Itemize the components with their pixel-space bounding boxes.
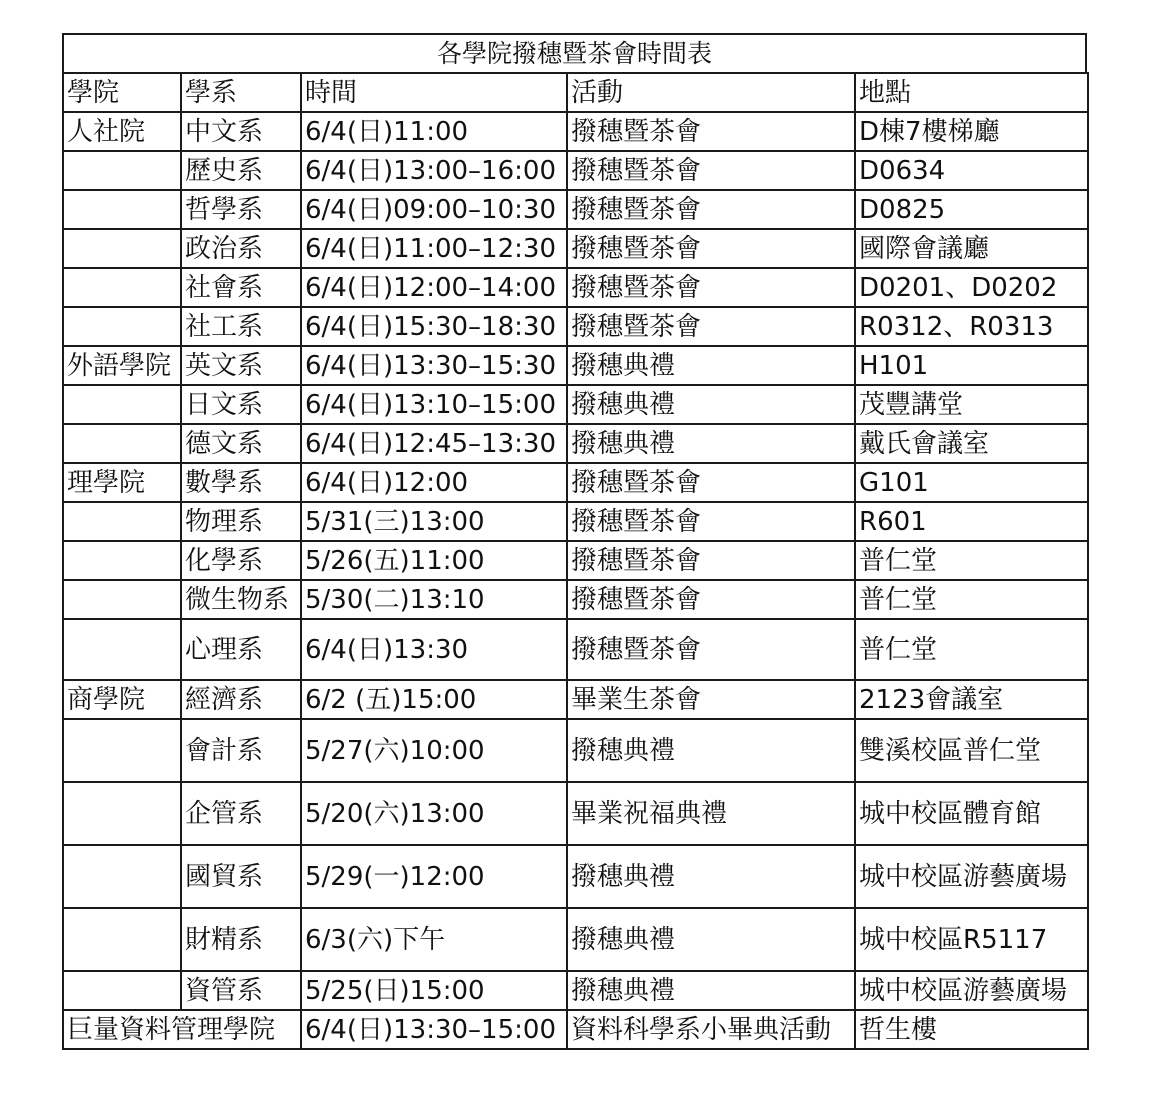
college-cell: 人社院 bbox=[62, 111, 182, 152]
time-cell: 6/4(日)11:00–12:30 bbox=[300, 228, 568, 269]
time-cell: 6/4(日)13:30 bbox=[300, 618, 568, 681]
department-cell: 社工系 bbox=[180, 306, 302, 347]
department-cell: 化學系 bbox=[180, 540, 302, 581]
department-cell: 企管系 bbox=[180, 781, 302, 846]
activity-cell: 撥穗典禮 bbox=[566, 423, 856, 464]
department-cell: 數學系 bbox=[180, 462, 302, 503]
department-cell: 國貿系 bbox=[180, 844, 302, 909]
time-cell: 5/20(六)13:00 bbox=[300, 781, 568, 846]
activity-cell: 撥穗典禮 bbox=[566, 907, 856, 972]
college-cell bbox=[62, 501, 182, 542]
time-cell: 6/4(日)12:00–14:00 bbox=[300, 267, 568, 308]
activity-cell: 撥穗典禮 bbox=[566, 384, 856, 425]
activity-cell: 撥穗典禮 bbox=[566, 970, 856, 1011]
time-cell: 6/3(六)下午 bbox=[300, 907, 568, 972]
time-cell: 6/4(日)09:00–10:30 bbox=[300, 189, 568, 230]
location-cell: 戴氏會議室 bbox=[854, 423, 1089, 464]
location-cell: 城中校區體育館 bbox=[854, 781, 1089, 846]
college-cell bbox=[62, 540, 182, 581]
location-cell: R601 bbox=[854, 501, 1089, 542]
college-cell bbox=[62, 384, 182, 425]
activity-cell: 畢業祝福典禮 bbox=[566, 781, 856, 846]
schedule-table bbox=[62, 33, 1087, 1056]
activity-cell: 撥穗典禮 bbox=[566, 844, 856, 909]
activity-cell: 撥穗暨茶會 bbox=[566, 501, 856, 542]
location-cell: 普仁堂 bbox=[854, 618, 1089, 681]
activity-cell: 撥穗暨茶會 bbox=[566, 111, 856, 152]
location-cell: R0312、R0313 bbox=[854, 306, 1089, 347]
activity-cell: 撥穗典禮 bbox=[566, 345, 856, 386]
time-cell: 6/4(日)13:30–15:30 bbox=[300, 345, 568, 386]
location-cell: 國際會議廳 bbox=[854, 228, 1089, 269]
college-cell bbox=[62, 267, 182, 308]
college-cell bbox=[62, 150, 182, 191]
activity-cell: 撥穗典禮 bbox=[566, 718, 856, 783]
activity-cell: 撥穗暨茶會 bbox=[566, 462, 856, 503]
time-cell: 6/2 (五)15:00 bbox=[300, 679, 568, 720]
location-cell: 城中校區游藝廣場 bbox=[854, 844, 1089, 909]
location-cell: 普仁堂 bbox=[854, 540, 1089, 581]
time-cell: 6/4(日)13:00–16:00 bbox=[300, 150, 568, 191]
time-cell: 5/26(五)11:00 bbox=[300, 540, 568, 581]
time-cell: 6/4(日)13:30–15:00 bbox=[300, 1009, 568, 1050]
college-cell bbox=[62, 306, 182, 347]
column-header: 活動 bbox=[566, 72, 856, 113]
activity-cell: 撥穗暨茶會 bbox=[566, 228, 856, 269]
activity-cell: 撥穗暨茶會 bbox=[566, 618, 856, 681]
department-cell: 會計系 bbox=[180, 718, 302, 783]
location-cell: 2123會議室 bbox=[854, 679, 1089, 720]
activity-cell: 撥穗暨茶會 bbox=[566, 150, 856, 191]
column-header: 學系 bbox=[180, 72, 302, 113]
location-cell: D0825 bbox=[854, 189, 1089, 230]
column-header: 地點 bbox=[854, 72, 1089, 113]
activity-cell: 資料科學系小畢典活動 bbox=[566, 1009, 856, 1050]
college-cell: 商學院 bbox=[62, 679, 182, 720]
location-cell: 普仁堂 bbox=[854, 579, 1089, 620]
department-cell: 資管系 bbox=[180, 970, 302, 1011]
college-cell: 巨量資料管理學院 bbox=[62, 1009, 302, 1050]
time-cell: 5/31(三)13:00 bbox=[300, 501, 568, 542]
activity-cell: 撥穗暨茶會 bbox=[566, 540, 856, 581]
location-cell: 城中校區游藝廣場 bbox=[854, 970, 1089, 1011]
location-cell: D棟7樓梯廳 bbox=[854, 111, 1089, 152]
location-cell: G101 bbox=[854, 462, 1089, 503]
college-cell: 理學院 bbox=[62, 462, 182, 503]
college-cell bbox=[62, 970, 182, 1011]
time-cell: 5/29(一)12:00 bbox=[300, 844, 568, 909]
college-cell bbox=[62, 423, 182, 464]
time-cell: 6/4(日)12:00 bbox=[300, 462, 568, 503]
time-cell: 6/4(日)13:10–15:00 bbox=[300, 384, 568, 425]
college-cell bbox=[62, 844, 182, 909]
time-cell: 6/4(日)11:00 bbox=[300, 111, 568, 152]
activity-cell: 撥穗暨茶會 bbox=[566, 579, 856, 620]
activity-cell: 撥穗暨茶會 bbox=[566, 189, 856, 230]
time-cell: 6/4(日)12:45–13:30 bbox=[300, 423, 568, 464]
department-cell: 微生物系 bbox=[180, 579, 302, 620]
department-cell: 德文系 bbox=[180, 423, 302, 464]
time-cell: 5/27(六)10:00 bbox=[300, 718, 568, 783]
college-cell: 外語學院 bbox=[62, 345, 182, 386]
table-title: 各學院撥穗暨茶會時間表 bbox=[62, 33, 1087, 74]
location-cell: 茂豐講堂 bbox=[854, 384, 1089, 425]
department-cell: 政治系 bbox=[180, 228, 302, 269]
department-cell: 社會系 bbox=[180, 267, 302, 308]
activity-cell: 撥穗暨茶會 bbox=[566, 267, 856, 308]
college-cell bbox=[62, 907, 182, 972]
location-cell: 城中校區R5117 bbox=[854, 907, 1089, 972]
college-cell bbox=[62, 718, 182, 783]
department-cell: 哲學系 bbox=[180, 189, 302, 230]
location-cell: H101 bbox=[854, 345, 1089, 386]
location-cell: 雙溪校區普仁堂 bbox=[854, 718, 1089, 783]
time-cell: 5/25(日)15:00 bbox=[300, 970, 568, 1011]
location-cell: D0634 bbox=[854, 150, 1089, 191]
column-header: 學院 bbox=[62, 72, 182, 113]
department-cell: 日文系 bbox=[180, 384, 302, 425]
column-header: 時間 bbox=[300, 72, 568, 113]
location-cell: D0201、D0202 bbox=[854, 267, 1089, 308]
department-cell: 歷史系 bbox=[180, 150, 302, 191]
college-cell bbox=[62, 228, 182, 269]
department-cell: 經濟系 bbox=[180, 679, 302, 720]
department-cell: 中文系 bbox=[180, 111, 302, 152]
location-cell: 哲生樓 bbox=[854, 1009, 1089, 1050]
college-cell bbox=[62, 189, 182, 230]
activity-cell: 撥穗暨茶會 bbox=[566, 306, 856, 347]
department-cell: 心理系 bbox=[180, 618, 302, 681]
department-cell: 財精系 bbox=[180, 907, 302, 972]
department-cell: 物理系 bbox=[180, 501, 302, 542]
college-cell bbox=[62, 618, 182, 681]
college-cell bbox=[62, 579, 182, 620]
college-cell bbox=[62, 781, 182, 846]
activity-cell: 畢業生茶會 bbox=[566, 679, 856, 720]
department-cell: 英文系 bbox=[180, 345, 302, 386]
time-cell: 6/4(日)15:30–18:30 bbox=[300, 306, 568, 347]
time-cell: 5/30(二)13:10 bbox=[300, 579, 568, 620]
